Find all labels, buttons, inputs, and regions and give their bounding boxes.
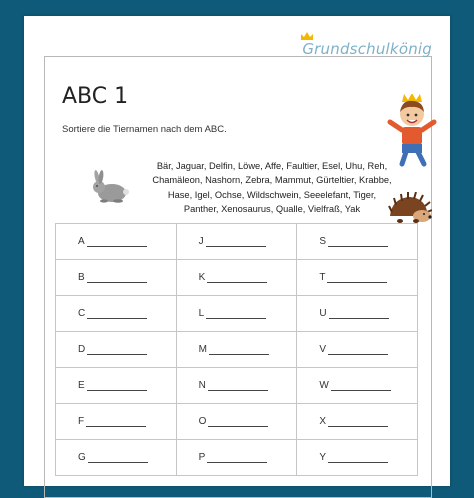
letter-label: B [78, 272, 85, 283]
letter-cell-content [78, 416, 176, 427]
letter-cell[interactable] [176, 332, 297, 368]
animal-word-list [136, 159, 408, 216]
word-line: Chamäleon, Nashorn, Zebra, Mammut, Gürteltier, Krabbe, [152, 175, 392, 186]
letter-label: L [198, 308, 205, 319]
answer-line[interactable] [87, 345, 147, 355]
answer-line[interactable] [87, 309, 147, 319]
letter-label: O [198, 416, 207, 427]
letter-cell[interactable] [176, 404, 297, 440]
answer-line[interactable] [208, 381, 268, 391]
instruction-text: Sortiere die Tiernamen nach dem ABC. [62, 124, 227, 135]
answer-line[interactable] [207, 273, 267, 283]
letter-label: D [78, 344, 86, 355]
letter-cell[interactable] [297, 332, 418, 368]
brand-name: Grundschulkönig [302, 40, 432, 58]
answer-line[interactable] [87, 381, 147, 391]
letter-cell[interactable] [56, 260, 177, 296]
answer-line[interactable] [328, 345, 388, 355]
letter-cell[interactable] [176, 368, 297, 404]
letter-label: Y [319, 452, 326, 463]
letter-cell-content [319, 344, 417, 355]
grid-row [56, 404, 418, 440]
answer-line[interactable] [327, 273, 387, 283]
grid-row [56, 332, 418, 368]
letter-label: F [78, 416, 85, 427]
letter-cell-content [319, 272, 417, 283]
letter-cell-content [78, 380, 176, 391]
letter-cell[interactable] [56, 296, 177, 332]
alphabet-grid [55, 223, 418, 476]
letter-label: W [319, 380, 329, 391]
letter-cell[interactable] [176, 224, 297, 260]
grid-row [56, 224, 418, 260]
letter-cell-content [199, 380, 297, 391]
letter-label: G [78, 452, 86, 463]
letter-cell[interactable] [297, 296, 418, 332]
grid-row [56, 440, 418, 476]
letter-cell-content [78, 272, 176, 283]
answer-line[interactable] [88, 453, 148, 463]
answer-line[interactable] [87, 273, 147, 283]
letter-cell[interactable] [176, 440, 297, 476]
rabbit-icon [90, 170, 130, 204]
answer-line[interactable] [206, 237, 266, 247]
grid-row [56, 260, 418, 296]
grid-row [56, 296, 418, 332]
letter-label: J [198, 236, 204, 247]
word-line: Panther, Xenosaurus, Qualle, Vielfraß, Yak [183, 203, 361, 214]
letter-cell-content [78, 236, 176, 247]
letter-cell-content [319, 236, 417, 247]
answer-line[interactable] [331, 381, 391, 391]
letter-cell[interactable] [56, 368, 177, 404]
letter-cell-content [199, 236, 297, 247]
letter-label: V [319, 344, 326, 355]
crown-icon [300, 31, 314, 41]
word-line: Hase, Igel, Ochse, Wildschwein, Seeelefant, Tiger, [167, 189, 377, 200]
letter-cell[interactable] [56, 332, 177, 368]
letter-cell-content [199, 452, 297, 463]
letter-cell[interactable] [297, 440, 418, 476]
letter-cell-content [319, 416, 417, 427]
letter-cell-content [199, 344, 297, 355]
answer-line[interactable] [328, 417, 388, 427]
answer-line[interactable] [86, 417, 146, 427]
letter-label: E [78, 380, 85, 391]
word-line: Bär, Jaguar, Delfin, Löwe, Affe, Faultier, Esel, Uhu, Reh, [156, 161, 388, 171]
letter-cell-content [78, 452, 176, 463]
letter-label: P [198, 452, 206, 463]
letter-label: U [319, 308, 327, 319]
answer-line[interactable] [328, 453, 388, 463]
letter-cell[interactable] [297, 260, 418, 296]
kid-with-crown-icon [386, 94, 438, 168]
letter-label: K [198, 272, 206, 283]
letter-label: X [319, 416, 326, 427]
hedgehog-icon [386, 192, 432, 224]
letter-cell-content [78, 308, 176, 319]
letter-label: C [78, 308, 86, 319]
answer-line[interactable] [329, 309, 389, 319]
letter-label: N [198, 380, 206, 391]
letter-cell-content [199, 308, 297, 319]
letter-cell[interactable] [56, 404, 177, 440]
page-title: ABC 1 [62, 84, 129, 109]
letter-label: S [319, 236, 326, 247]
letter-label: M [198, 344, 207, 355]
letter-cell-content [78, 344, 176, 355]
letter-cell-content [319, 380, 417, 391]
answer-line[interactable] [328, 237, 388, 247]
letter-cell[interactable] [56, 224, 177, 260]
letter-cell-content [199, 272, 297, 283]
letter-label: A [78, 236, 85, 247]
grid-row [56, 368, 418, 404]
answer-line[interactable] [208, 417, 268, 427]
answer-line[interactable] [206, 309, 266, 319]
letter-cell-content [199, 416, 297, 427]
letter-cell[interactable] [176, 260, 297, 296]
letter-cell-content [319, 308, 417, 319]
letter-cell[interactable] [56, 440, 177, 476]
letter-label: T [319, 272, 326, 283]
letter-cell[interactable] [297, 404, 418, 440]
answer-line[interactable] [207, 453, 267, 463]
answer-line[interactable] [87, 237, 147, 247]
letter-cell[interactable] [297, 368, 418, 404]
letter-cell-content [319, 452, 417, 463]
brand-logo [302, 40, 432, 58]
answer-line[interactable] [209, 345, 269, 355]
letter-cell[interactable] [176, 296, 297, 332]
letter-cell[interactable] [297, 224, 418, 260]
